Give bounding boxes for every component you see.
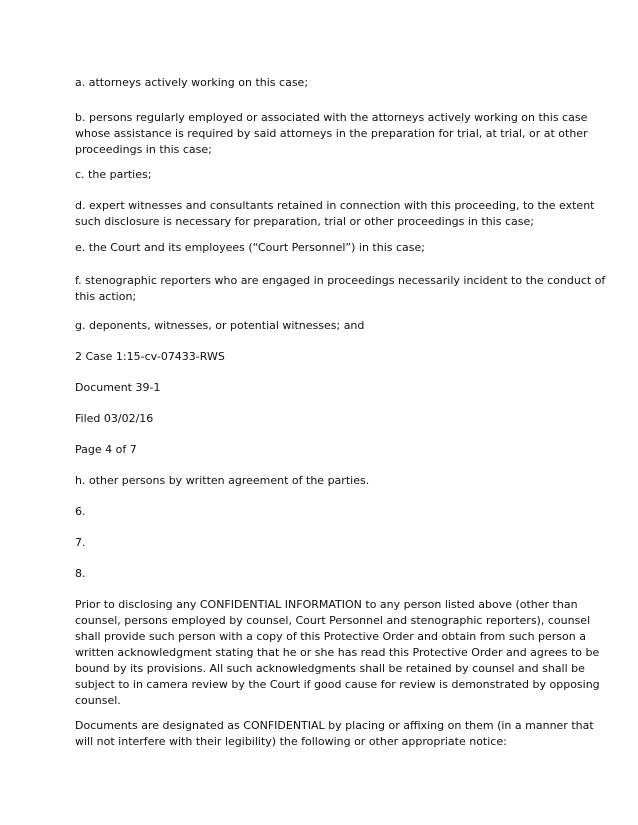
paragraph-item-b xyxy=(75,110,588,158)
text-line: proceedings in this case; xyxy=(75,143,212,156)
paragraph-item-h xyxy=(75,473,575,489)
text-line: counsel. xyxy=(75,694,121,707)
paragraph-item-a xyxy=(75,75,575,91)
text-line: counsel, persons employed by counsel, Court Personnel and stenographic reporters), counsel xyxy=(75,614,591,627)
text-line: 7. xyxy=(75,536,86,549)
text-line: such disclosure is necessary for preparation, trial or other proceedings in this case; xyxy=(75,215,534,228)
paragraph-item-c xyxy=(75,167,575,183)
text-line: will not interfere with their legibility) the following or other appropriate notice: xyxy=(75,735,507,748)
text-line: 8. xyxy=(75,567,86,580)
text-line: whose assistance is required by said attorneys in the preparation for trial, at trial, or at other xyxy=(75,127,588,140)
text-line: Documents are designated as CONFIDENTIAL by placing or affixing on them (in a manner that xyxy=(75,719,594,732)
text-line: a. attorneys actively working on this case; xyxy=(75,76,309,89)
section-number-8 xyxy=(75,566,575,582)
paragraph-disclosure xyxy=(75,597,600,709)
text-line: bound by its provisions. All such acknowledgments shall be retained by counsel and shall be xyxy=(75,662,585,675)
text-line: b. persons regularly employed or associated with the attorneys actively working on this case xyxy=(75,111,588,124)
paragraph-item-f xyxy=(75,273,606,305)
text-line: Document 39-1 xyxy=(75,381,161,394)
text-line: g. deponents, witnesses, or potential witnesses; and xyxy=(75,319,365,332)
text-line: e. the Court and its employees (“Court Personnel”) in this case; xyxy=(75,241,425,254)
text-line: d. expert witnesses and consultants retained in connection with this proceeding, to the extent xyxy=(75,199,595,212)
text-line: 6. xyxy=(75,505,86,518)
section-number-7 xyxy=(75,535,575,551)
paragraph-designation xyxy=(75,718,594,750)
text-line: Prior to disclosing any CONFIDENTIAL INFORMATION to any person listed above (other than xyxy=(75,598,578,611)
text-line: 2 Case 1:15-cv-07433-RWS xyxy=(75,350,225,363)
text-line: c. the parties; xyxy=(75,168,152,181)
text-line: written acknowledgment stating that he or she has read this Protective Order and agrees to be xyxy=(75,646,600,659)
paragraph-item-g xyxy=(75,318,575,334)
page-header-filed-date xyxy=(75,411,575,427)
section-number-6 xyxy=(75,504,575,520)
text-line: f. stenographic reporters who are engaged in proceedings necessarily incident to the conduct of xyxy=(75,274,606,287)
text-line: Page 4 of 7 xyxy=(75,443,137,456)
paragraph-item-e xyxy=(75,240,575,256)
paragraph-item-d xyxy=(75,198,595,230)
page-header-case-number xyxy=(75,349,575,365)
text-line: Filed 03/02/16 xyxy=(75,412,154,425)
text-line: this action; xyxy=(75,290,137,303)
page-header-document-number xyxy=(75,380,575,396)
page-header-page-number xyxy=(75,442,575,458)
text-line: subject to in camera review by the Court if good cause for review is demonstrated by opposing xyxy=(75,678,600,691)
text-line: h. other persons by written agreement of the parties. xyxy=(75,474,370,487)
text-line: shall provide such person with a copy of this Protective Order and obtain from such person a xyxy=(75,630,587,643)
